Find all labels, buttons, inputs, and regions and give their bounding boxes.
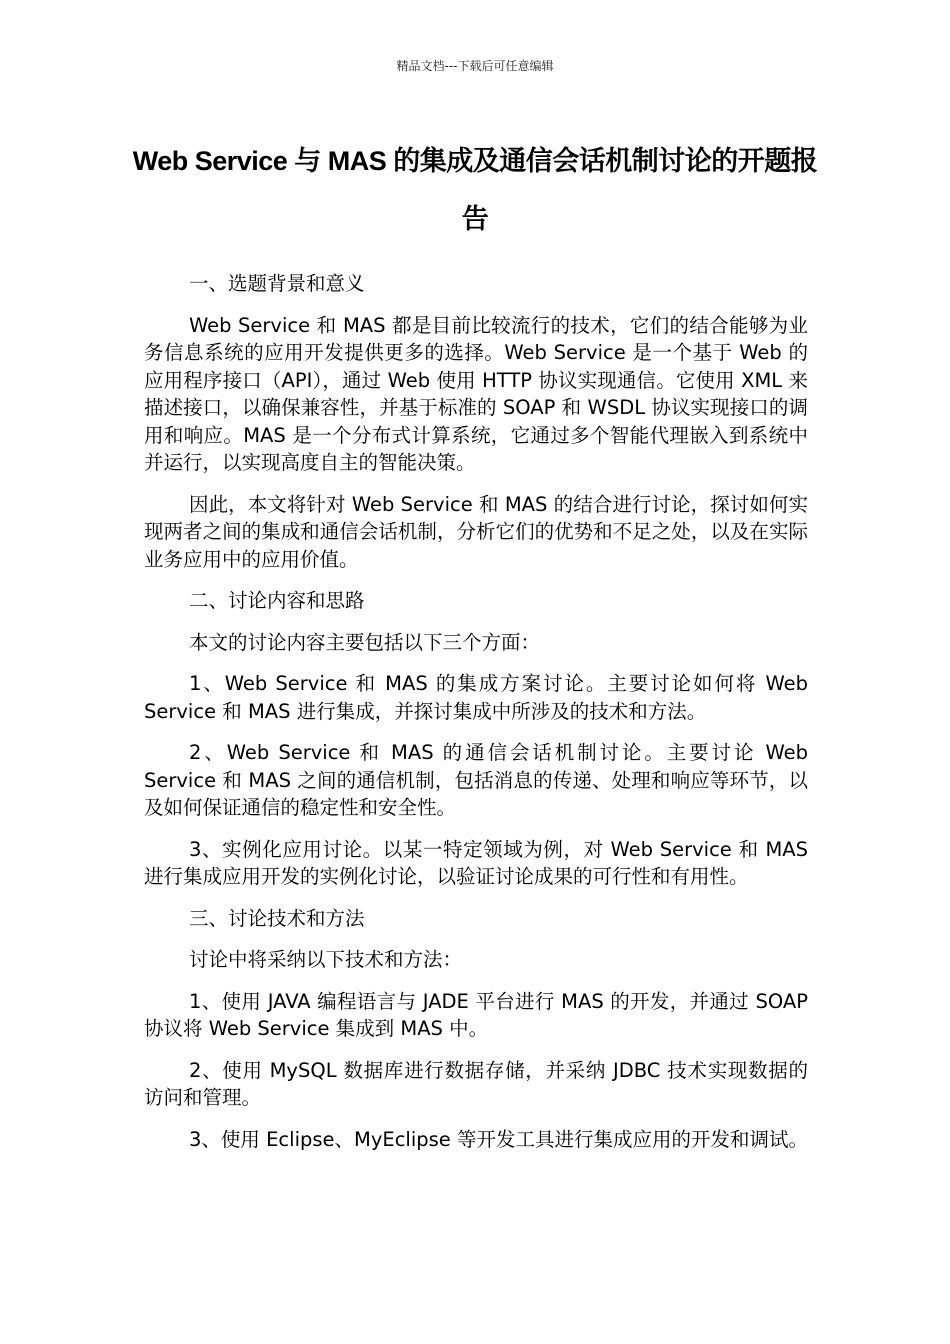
- paragraph: 本文的讨论内容主要包括以下三个方面：: [189, 630, 541, 654]
- list-item: 2、Web Service 和 MAS 的通信会话机制讨论。主要讨论 Web Service 和 MAS 之间的通信机制，包括消息的传递、处理和响应等环节，以及如何保证通信的稳定性和安全性。: [144, 741, 808, 819]
- document-title: Web Service 与 MAS 的集成及通信会话机制讨论的开题报告: [132, 146, 818, 234]
- section-heading: 三、讨论技术和方法: [189, 906, 365, 930]
- page-header: 精品文档---下载后可任意编辑: [396, 59, 554, 73]
- paragraph: 因此，本文将针对 Web Service 和 MAS 的结合进行讨论，探讨如何实现两者之间的集成和通信会话机制，分析它们的优势和不足之处，以及在实际业务应用中的应用价值。: [144, 492, 808, 571]
- list-item: 1、使用 JAVA 编程语言与 JADE 平台进行 MAS 的开发，并通过 SOAP 协议将 Web Service 集成到 MAS 中。: [144, 989, 808, 1040]
- list-item: 3、实例化应用讨论。以某一特定领域为例，对 Web Service 和 MAS 进行集成应用开发的实例化讨论，以验证讨论成果的可行性和有用性。: [144, 837, 808, 888]
- section-heading: 二、讨论内容和思路: [189, 589, 365, 612]
- list-item: 1、Web Service 和 MAS 的集成方案讨论。主要讨论如何将 Web Service 和 MAS 进行集成，并探讨集成中所涉及的技术和方法。: [144, 672, 808, 723]
- paragraph: Web Service 和 MAS 都是目前比较流行的技术，它们的结合能够为业务信息系统的应用开发提供更多的选择。Web Service 是一个基于 Web 的应用程序接口（API），通过 Web 使用 HTTP 协议实现通信。它使用 XML 来描述接口，以确保兼容性，并基于标准的 SOAP 和 WSDL 协议实现接口的调用和响应。MAS 是一个分布式计算系统，它通过多个智能代理嵌入到系统中并运行，以实现高度自主的智能决策。: [144, 313, 808, 474]
- paragraph: 讨论中将采纳以下技术和方法：: [189, 948, 463, 971]
- list-item: 2、使用 MySQL 数据库进行数据存储，并采纳 JDBC 技术实现数据的访问和管理。: [144, 1058, 808, 1109]
- document-body: [144, 270, 808, 1167]
- section-heading: 一、选题背景和意义: [189, 272, 365, 295]
- list-item: 3、使用 Eclipse、MyEclipse 等开发工具进行集成应用的开发和调试。: [189, 1127, 808, 1151]
